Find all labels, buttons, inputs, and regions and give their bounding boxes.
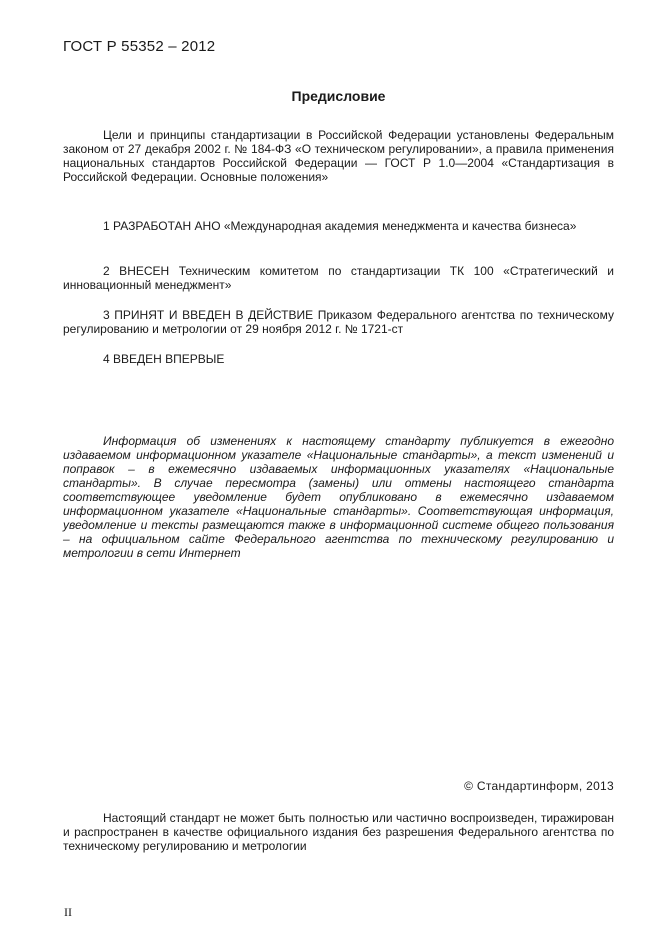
- paragraph-developed: 1 РАЗРАБОТАН АНО «Международная академия менеджмента и качества бизнеса»: [103, 219, 577, 233]
- paragraph-adopted: 3 ПРИНЯТ И ВВЕДЕН В ДЕЙСТВИЕ Приказом Федерального агентства по техническому регулированию и метрологии от 29 ноября 2012 г. № 1721-ст: [63, 308, 614, 336]
- paragraph-submitted: 2 ВНЕСЕН Техническим комитетом по стандартизации ТК 100 «Стратегический и инновационный менеджмент»: [63, 264, 614, 292]
- page-number: II: [64, 905, 72, 919]
- page-title: Предисловие: [291, 88, 386, 104]
- changes-notice: Информация об изменениях к настоящему стандарту публикуется в ежегодно издаваемом информационном указателе «Национальные стандарты», а текст изменений и поправок – в ежемесячно издаваемых информационных указателях «Национальные стандарты». В случае пересмотра (замены) или отмены настоящего стандарта соответствующее уведомление будет опубликовано в ежемесячно издаваемом информационном указателе «Национальные стандарты». Соответствующая информация, уведомление и тексты размещаются также в информационной системе общего пользования – на официальном сайте Федерального агентства по техническому регулированию и метрологии в сети Интернет: [63, 434, 614, 560]
- document-code: ГОСТ Р 55352 – 2012: [63, 38, 216, 55]
- paragraph-introduced: 4 ВВЕДЕН ВПЕРВЫЕ: [103, 352, 225, 366]
- copyright-line: © Стандартинформ, 2013: [464, 779, 614, 793]
- reproduction-notice: Настоящий стандарт не может быть полностью или частично воспроизведен, тиражирован и распространен в качестве официального издания без разрешения Федерального агентства по техническому регулированию и метрологии: [63, 811, 614, 853]
- intro-paragraph: Цели и принципы стандартизации в Российской Федерации установлены Федеральным законом от 27 декабря 2002 г. № 184-ФЗ «О техническом регулировании», а правила применения национальных стандартов Российской Федерации — ГОСТ Р 1.0—2004 «Стандартизация в Российской Федерации. Основные положения»: [63, 128, 614, 184]
